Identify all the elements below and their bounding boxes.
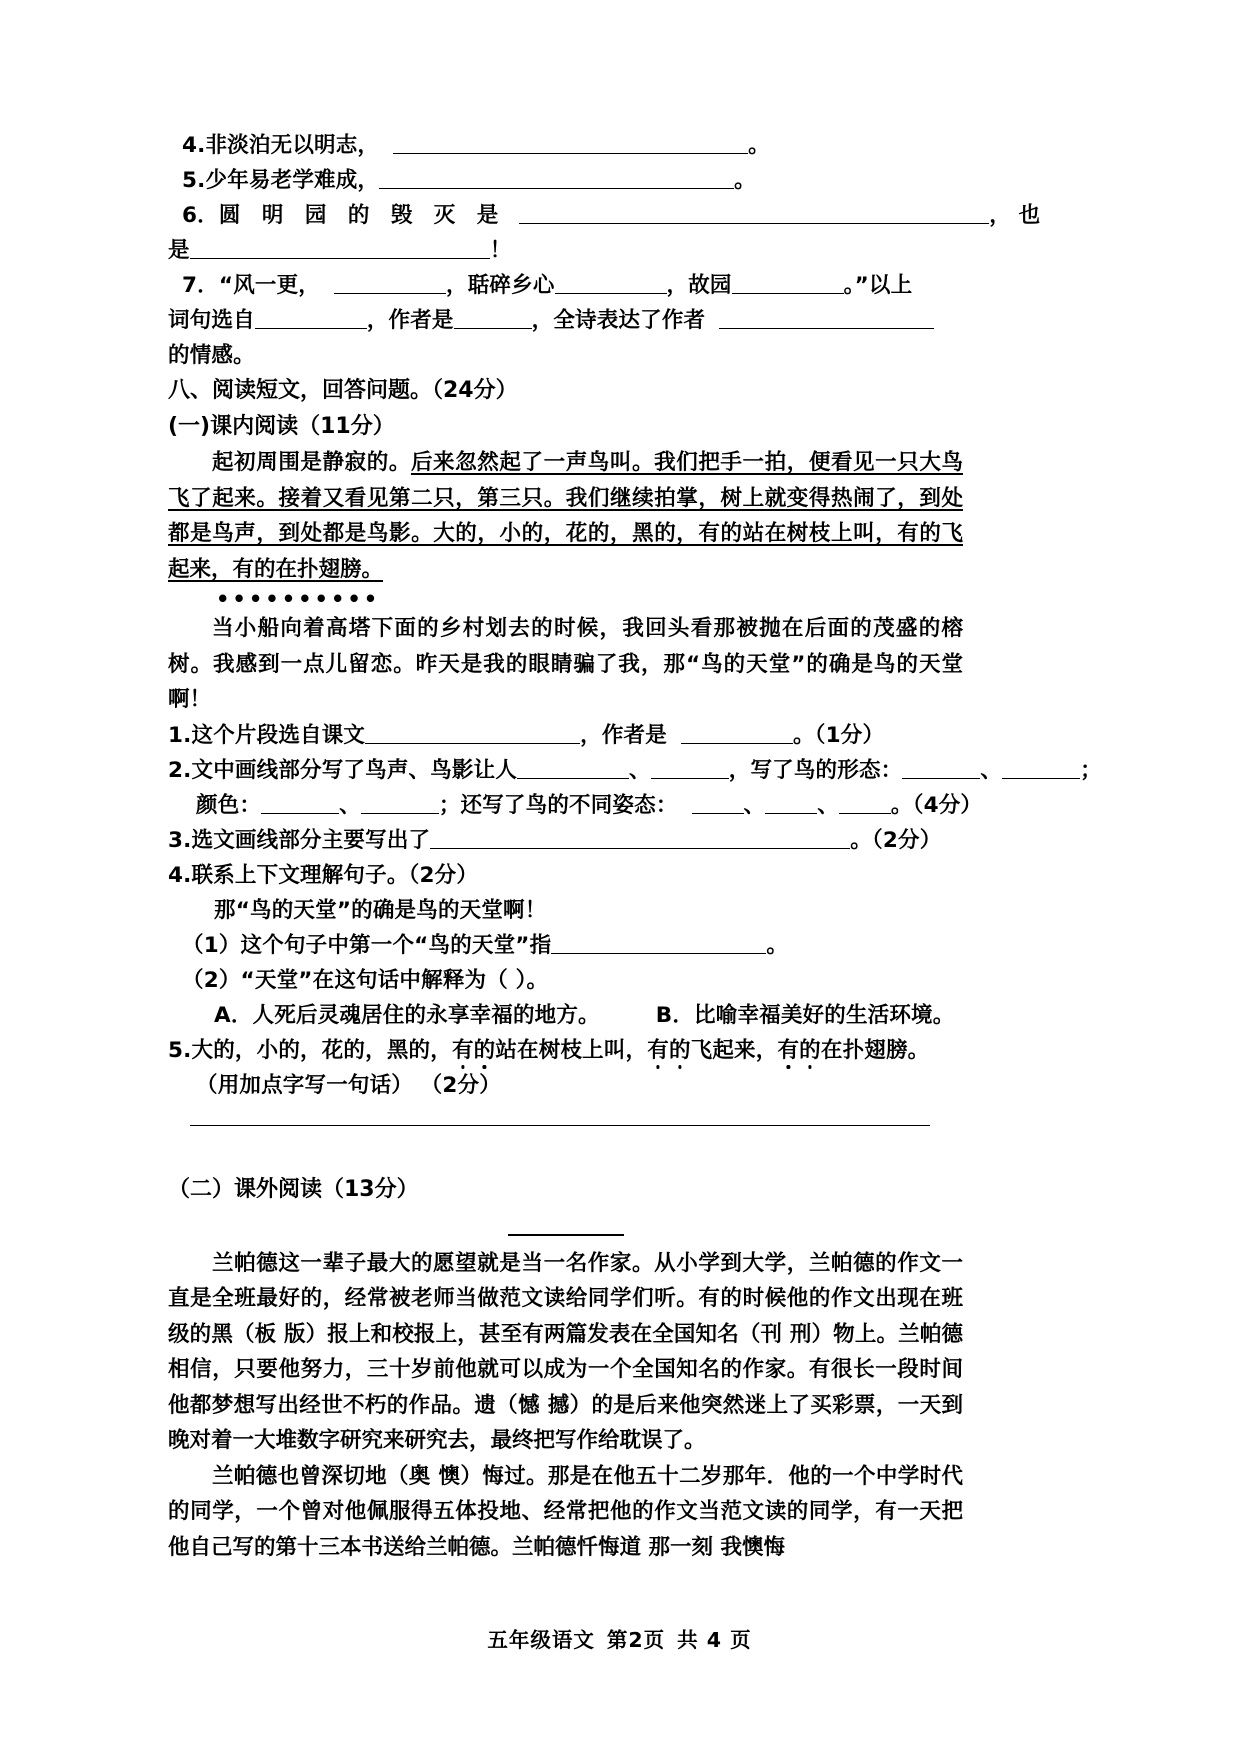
question-7-part4: 。”以上 [843, 273, 913, 298]
answer-blank[interactable] [261, 792, 339, 813]
answer-blank[interactable] [393, 133, 748, 154]
r1-q2-b: 、 [629, 757, 651, 783]
question-6-row-2 [168, 233, 963, 268]
r1-q5-text: 大的，小的，花的，黑的，有的站在树枝上叫，有的飞起来，有的在扑翅膀。 [191, 1037, 930, 1063]
page-content [168, 128, 1102, 1565]
r1-q2-l2f: 。（4分） [890, 792, 983, 818]
r1-question-5-row [168, 1033, 963, 1068]
r1-question-1-row [168, 718, 963, 753]
question-4-end: 。 [748, 133, 770, 158]
question-5-stem: 少年易老学难成， [205, 168, 380, 193]
question-5-number: 5. [182, 168, 206, 193]
r1-q4-sub1-a: （1）这个句子中第一个“鸟的天堂”指 [182, 932, 552, 958]
passage-underlined-text: 后来忽然起了一声鸟叫。我们把手一拍，便看见一只大鸟飞了起来。接着又看见第二只，第三只。我们继续拍掌，树上就变得热闹了，到处都是鸟声，到处都是鸟影。大的，小的，花的，黑的，有的站在树枝上叫，有的飞起来，有的在扑翅膀。 [168, 450, 963, 582]
answer-blank[interactable] [839, 792, 891, 813]
question-7-row-2 [168, 303, 963, 338]
r1-q3-label: 3. [168, 827, 192, 853]
r1-question-5-instruction: （用加点字写一句话） （2分） [196, 1072, 501, 1098]
answer-blank[interactable] [379, 168, 734, 189]
r1-q1-a: 这个片段选自课文 [191, 722, 366, 748]
r1-q2-l2e: 、 [817, 792, 839, 818]
reading-two-paragraph-2 [168, 1459, 963, 1566]
answer-blank[interactable] [519, 203, 989, 224]
r1-question-3-row [168, 823, 963, 858]
question-7-part1: “风一更， [218, 273, 321, 298]
answer-blank[interactable] [719, 308, 934, 329]
paragraph-2-text: 当小船向着高塔下面的乡村划去的时候，我回头看那被抛在后面的茂盛的榕树。我感到一点儿留恋。昨天是我的眼睛骗了我，那“鸟的天堂”的确是鸟的天堂啊！ [168, 616, 963, 712]
question-4-row [168, 128, 963, 163]
r1-q1-c: 。（1分） [792, 722, 885, 748]
answer-blank[interactable] [902, 757, 980, 778]
question-4-text: 4. [182, 133, 206, 158]
footer-page: 第2页 [606, 1628, 666, 1652]
answer-blank[interactable] [1002, 757, 1080, 778]
r1-question-4-options [168, 998, 963, 1033]
r1-q3-a: 选文画线部分主要写出了 [191, 827, 431, 853]
question-7-row-1 [168, 268, 963, 303]
r1-q5-label: 5. [168, 1037, 192, 1063]
reading-two-paragraph-1 [168, 1246, 963, 1459]
answer-blank[interactable] [681, 722, 793, 743]
question-7-part3: ，故园 [666, 273, 732, 298]
r2-p1-text: 兰帕德这一辈子最大的愿望就是当一名作家。从小学到大学，兰帕德的作文一直是全班最好的，经常被老师当做范文读给同学们听。有的时候他的作文出现在班级的黑（板 版）报上和校报上，甚至有两篇发表在全国知名（刊 刑）物上。兰帕德相信，只要他努力，三十岁前他就可以成为一个全国知名的作家。有很长一段时间他都梦想写出经世不朽的作品。遗（憾 撼）的是后来他突然迷上了买彩票，一天到晚对着一大堆数字研究来研究去，最终把写作给耽误了。 [168, 1250, 963, 1453]
question-7-line3: 的情感。 [168, 343, 255, 368]
section-eight-heading: 八、阅读短文，回答问题。（24分） [168, 378, 518, 403]
r1-q1-label: 1. [168, 722, 192, 748]
answer-blank[interactable] [365, 722, 580, 743]
spacer-block [168, 1208, 963, 1234]
answer-blank[interactable] [517, 757, 629, 778]
question-7-number: 7． [182, 273, 219, 298]
answer-blank[interactable] [334, 273, 446, 294]
spacer-block [168, 1236, 963, 1246]
reading-two-heading: （二）课外阅读（13分） [168, 1176, 419, 1202]
answer-blank[interactable] [692, 792, 744, 813]
answer-blank[interactable] [651, 757, 729, 778]
footer-subject: 五年级语文 [487, 1628, 595, 1652]
r1-question-4-sub1 [168, 928, 963, 963]
r1-question-4-row [168, 858, 963, 893]
r1-q4-sub1-b: 。 [766, 932, 789, 958]
passage-intro: 起初周围是静寂的。 [212, 450, 411, 475]
question-6-end: ！ [489, 238, 512, 263]
option-b[interactable]: B．比喻幸福美好的生活环境。 [655, 1002, 955, 1028]
answer-blank[interactable] [732, 273, 844, 294]
r1-q2-e: ； [1080, 757, 1102, 783]
r1-question-4-sub2: （2）“天堂”在这句话中解释为（ ）。 [182, 967, 549, 993]
question-5-row [168, 163, 963, 198]
r1-q2-c: ，写了鸟的形态： [728, 757, 903, 783]
ellipsis-dots: •••••••••• [216, 587, 381, 611]
reading-one-passage [168, 445, 963, 587]
r1-q2-l2a: 颜色： [196, 792, 262, 818]
question-6-number: 6． [182, 203, 219, 228]
r1-q4-title: 联系上下文理解句子。（2分） [191, 862, 479, 888]
r1-question-4-quote: 那“鸟的天堂”的确是鸟的天堂啊！ [214, 897, 547, 923]
question-6-mid: ， 也 [989, 203, 1041, 228]
answer-blank[interactable] [555, 273, 667, 294]
answer-blank[interactable] [255, 308, 367, 329]
question-7-line2-a: 词句选自 [168, 308, 255, 333]
reading-one-heading: (一)课内阅读（11分） [168, 414, 395, 439]
answer-blank[interactable] [190, 238, 490, 259]
question-7-part2: ，聒碎乡心 [446, 273, 555, 298]
question-7-line2-c: ，全诗表达了作者 [531, 308, 706, 333]
reading-one-paragraph-2 [168, 611, 963, 718]
r1-q2-l2c: ；还写了鸟的不同姿态： [438, 792, 678, 818]
r1-question-2-row-1 [168, 753, 1102, 788]
question-7-line2-b: ，作者是 [366, 308, 454, 333]
answer-blank[interactable] [454, 308, 532, 329]
question-6-row-1 [168, 198, 1041, 233]
r1-q2-l2b: 、 [339, 792, 361, 818]
page-footer [0, 1623, 1239, 1653]
r1-q2-d: 、 [980, 757, 1003, 783]
r1-q2-l2d: 、 [743, 792, 766, 818]
r1-q2-a: 文中画线部分写了鸟声、鸟影让人 [191, 757, 518, 783]
question-6-stem: 圆 明 园 的 毁 灭 是 [218, 203, 506, 228]
footer-total: 共 4 页 [677, 1628, 752, 1652]
r2-p2-text: 兰帕德也曾深切地（奥 懊）悔过。那是在他五十二岁那年．他的一个中学时代的同学，一个曾对他佩服得五体投地、经常把他的作文当范文读的同学，有一天把他自己写的第十三本书送给兰帕德。兰帕德忏悔道 那一刻 我懊悔 [168, 1463, 963, 1560]
question-5-end: 。 [734, 168, 756, 193]
answer-blank[interactable] [430, 827, 850, 848]
r1-q3-b: 。（2分） [850, 827, 942, 853]
spacer-block [168, 1126, 963, 1172]
r1-question-2-row-2 [168, 788, 983, 823]
answer-blank[interactable] [551, 932, 766, 953]
answer-blank[interactable] [361, 792, 439, 813]
question-7-row-3 [168, 338, 963, 373]
answer-blank[interactable] [765, 792, 817, 813]
question-4-stem: 非淡泊无以明志， [205, 133, 380, 158]
r1-q4-label: 4. [168, 862, 192, 888]
r1-q2-label: 2. [168, 757, 192, 783]
r1-q1-b: ，作者是 [580, 722, 667, 748]
option-a[interactable]: A．人死后灵魂居住的永享幸福的地方。 [214, 1002, 600, 1028]
question-6-line2-prefix: 是 [168, 238, 190, 263]
